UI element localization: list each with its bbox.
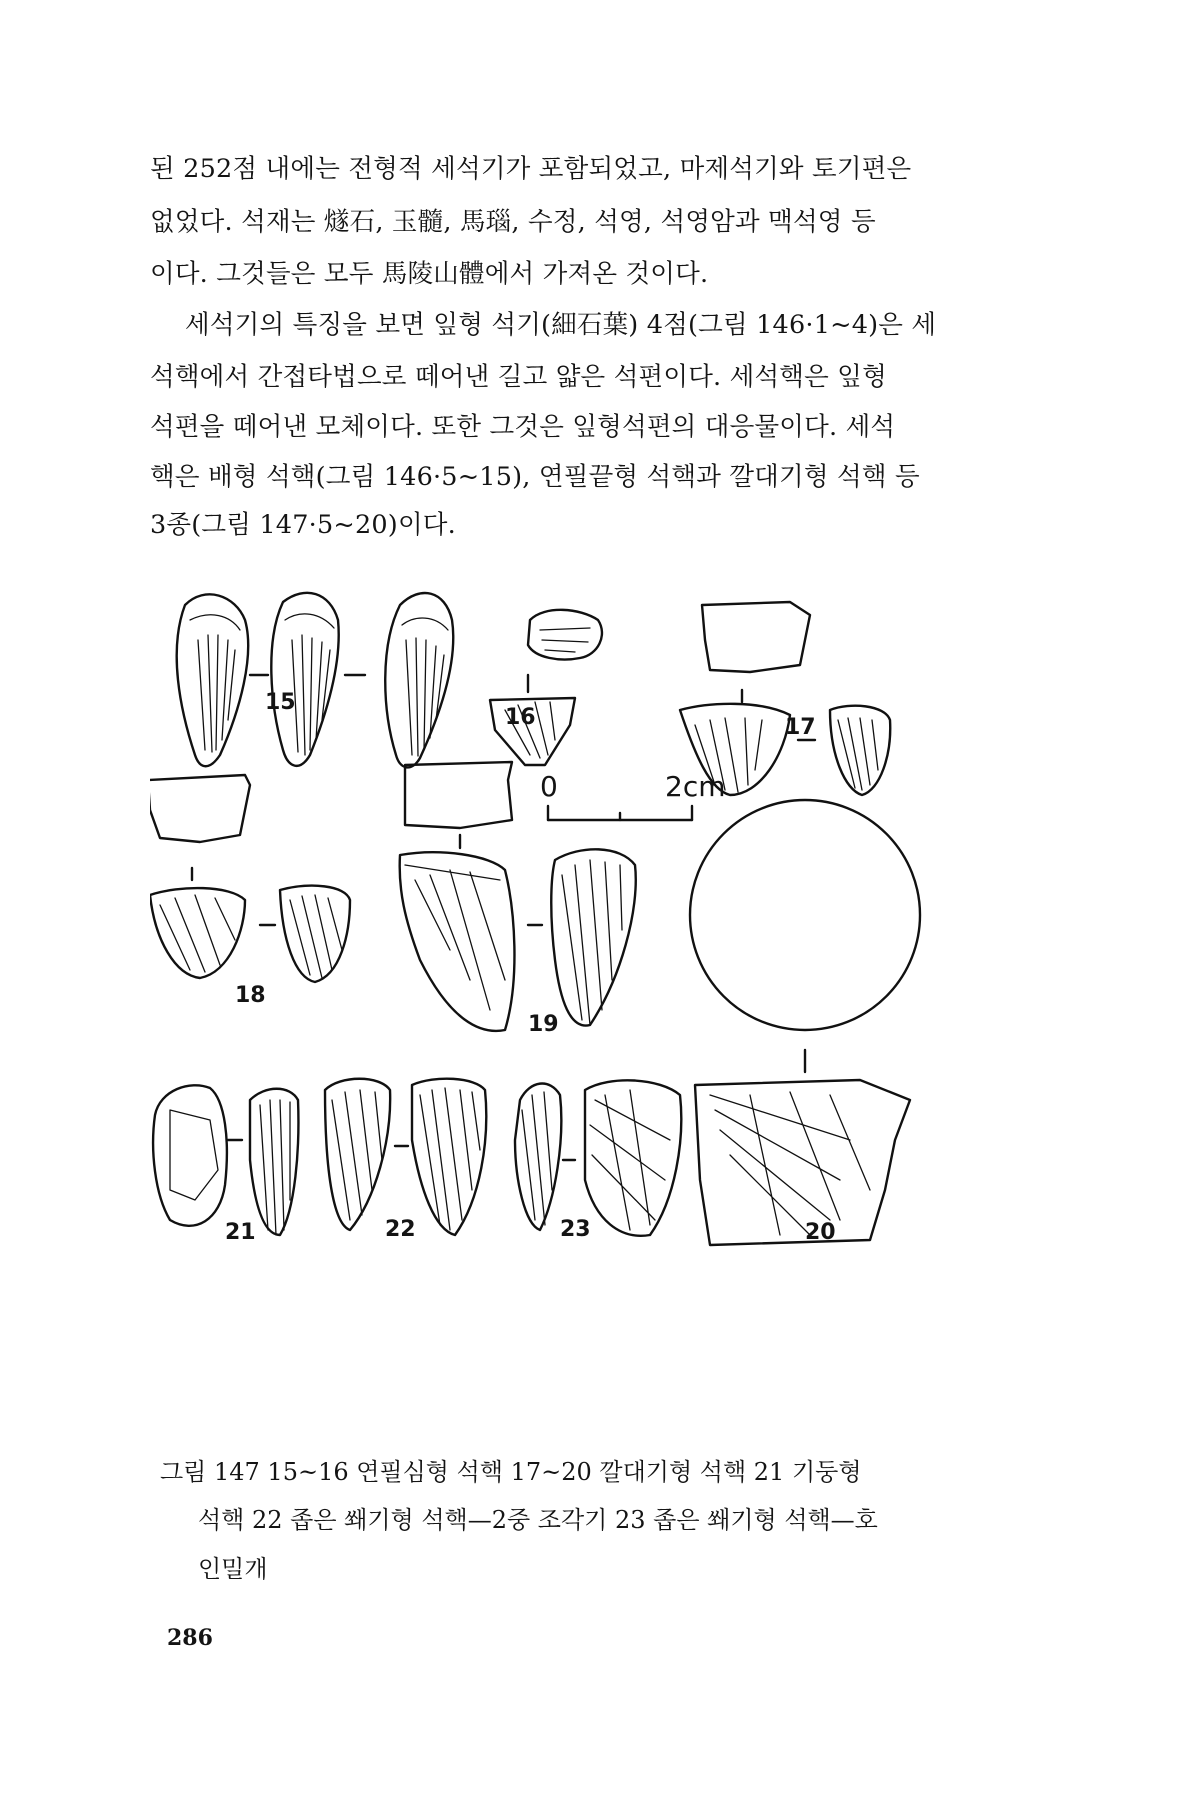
core-17-drawing <box>680 602 890 795</box>
core-16-drawing <box>490 610 602 765</box>
page-number: 286 <box>167 1625 213 1651</box>
core-22-drawing <box>325 1079 486 1235</box>
paragraph-2-line-4: 핵은 배형 석핵(그림 146·5~15), 연필끝형 석핵과 깔대기형 석핵 등 <box>150 462 920 492</box>
core-20-drawing <box>690 800 920 1245</box>
paragraph-2-line-5: 3종(그림 147·5~20)이다. <box>150 510 456 540</box>
paragraph-2-line-2: 석핵에서 간접타법으로 떼어낸 길고 얇은 석편이다. 세석핵은 잎형 <box>150 362 887 392</box>
figure-label-23: 23 <box>560 1217 591 1242</box>
figure-caption-line-1: 그림 147 15~16 연필심형 석핵 17~20 깔대기형 석핵 21 기둥형 <box>160 1458 862 1486</box>
figure-label-17: 17 <box>785 715 816 740</box>
figure-caption-line-3: 인밀개 <box>198 1555 268 1583</box>
core-23-drawing <box>515 1080 681 1235</box>
core-19-drawing <box>400 762 636 1031</box>
paragraph-2-line-1: 세석기의 특징을 보면 잎형 석기(細石葉) 4점(그림 146·1~4)은 세 <box>185 310 937 340</box>
figure-label-19: 19 <box>528 1012 559 1037</box>
paragraph-1-line-1: 된 252점 내에는 전형적 세석기가 포함되었고, 마제석기와 토기편은 <box>150 154 912 184</box>
core-15-drawing <box>177 593 454 768</box>
figure-label-20: 20 <box>805 1220 836 1245</box>
paragraph-1-line-2: 없었다. 석재는 燧石, 玉髓, 馬瑙, 수정, 석영, 석영암과 맥석영 등 <box>150 207 876 237</box>
figure-label-22: 22 <box>385 1217 416 1242</box>
figure-label-16: 16 <box>505 705 536 730</box>
scale-bar-end-label: 2cm <box>665 770 726 803</box>
core-21-drawing <box>153 1085 298 1235</box>
scale-bar-start-label: 0 <box>540 770 558 803</box>
paragraph-2-line-3: 석편을 떼어낸 모체이다. 또한 그것은 잎형석편의 대응물이다. 세석 <box>150 412 896 442</box>
figure-label-18: 18 <box>235 983 266 1008</box>
figure-label-21: 21 <box>225 1220 256 1245</box>
stone-tool-figure <box>150 580 1050 1430</box>
section-outline <box>690 800 920 1030</box>
figure-label-15: 15 <box>265 690 296 715</box>
scale-bar <box>548 806 692 820</box>
paragraph-1-line-3: 이다. 그것들은 모두 馬陵山體에서 가져온 것이다. <box>150 259 709 289</box>
figure-caption-line-2: 석핵 22 좁은 쐐기형 석핵—2중 조각기 23 좁은 쐐기형 석핵—호 <box>198 1506 878 1534</box>
core-18-drawing <box>150 775 350 982</box>
